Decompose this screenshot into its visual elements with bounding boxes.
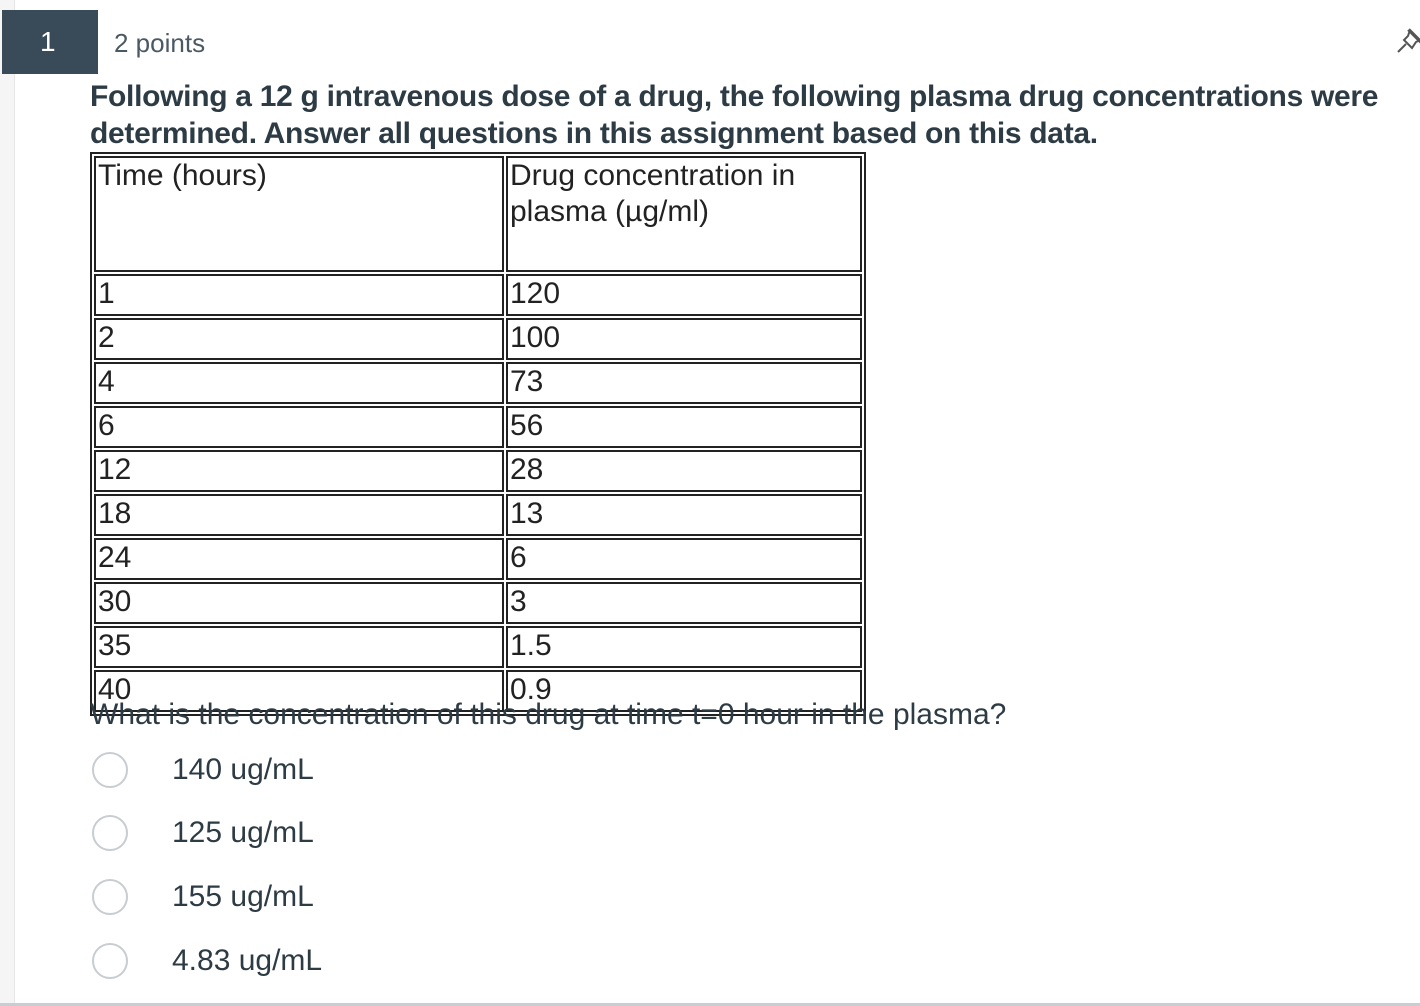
table-row xyxy=(94,450,862,492)
table-row xyxy=(94,582,862,624)
answer-option-4[interactable] xyxy=(92,943,692,983)
radio-button[interactable] xyxy=(92,752,128,788)
data-table xyxy=(90,152,866,716)
question-number: 1 xyxy=(2,10,98,74)
question-intro: Following a 12 g intravenous dose of a drug, the following plasma drug concentrations were determined. Answer all questions in this assignment based on this data. xyxy=(90,80,1379,150)
question-prompt: What is the concentration of this drug at time t=0 hour in the plasma? xyxy=(90,698,1007,731)
concentration-cell: 100 xyxy=(506,318,862,360)
left-strip xyxy=(0,0,15,1006)
time-cell: 6 xyxy=(94,406,504,448)
concentration-cell: 6 xyxy=(506,538,862,580)
radio-button[interactable] xyxy=(92,815,128,851)
table-row xyxy=(94,274,862,316)
answer-label: 4.83 ug/mL xyxy=(172,944,323,977)
table-row xyxy=(94,406,862,448)
table-row xyxy=(94,318,862,360)
radio-button[interactable] xyxy=(92,943,128,979)
answer-option-3[interactable] xyxy=(92,879,692,919)
concentration-cell: 13 xyxy=(506,494,862,536)
time-cell: 24 xyxy=(94,538,504,580)
radio-button[interactable] xyxy=(92,879,128,915)
concentration-cell: 0.9 xyxy=(506,670,862,712)
answer-label: 140 ug/mL xyxy=(172,753,314,786)
answer-option-1[interactable] xyxy=(92,752,692,792)
concentration-cell: 3 xyxy=(506,582,862,624)
table-header-row xyxy=(94,156,862,272)
table-row xyxy=(94,494,862,536)
answer-option-2[interactable] xyxy=(92,815,692,855)
table-row xyxy=(94,362,862,404)
pin-icon[interactable] xyxy=(1396,24,1420,60)
answer-label: 125 ug/mL xyxy=(172,816,314,849)
time-cell: 18 xyxy=(94,494,504,536)
question-points: 2 points xyxy=(114,28,206,58)
time-cell: 30 xyxy=(94,582,504,624)
concentration-cell: 56 xyxy=(506,406,862,448)
table-row xyxy=(94,538,862,580)
table-header-concentration: Drug concentration in plasma (µg/ml) xyxy=(506,156,862,272)
time-cell: 2 xyxy=(94,318,504,360)
time-cell: 4 xyxy=(94,362,504,404)
time-cell: 12 xyxy=(94,450,504,492)
concentration-cell: 120 xyxy=(506,274,862,316)
table-header-time: Time (hours) xyxy=(94,156,504,272)
concentration-cell: 1.5 xyxy=(506,626,862,668)
answer-label: 155 ug/mL xyxy=(172,880,314,913)
time-cell: 35 xyxy=(94,626,504,668)
time-cell: 1 xyxy=(94,274,504,316)
concentration-cell: 28 xyxy=(506,450,862,492)
time-cell: 40 xyxy=(94,670,504,712)
table-row xyxy=(94,626,862,668)
concentration-cell: 73 xyxy=(506,362,862,404)
